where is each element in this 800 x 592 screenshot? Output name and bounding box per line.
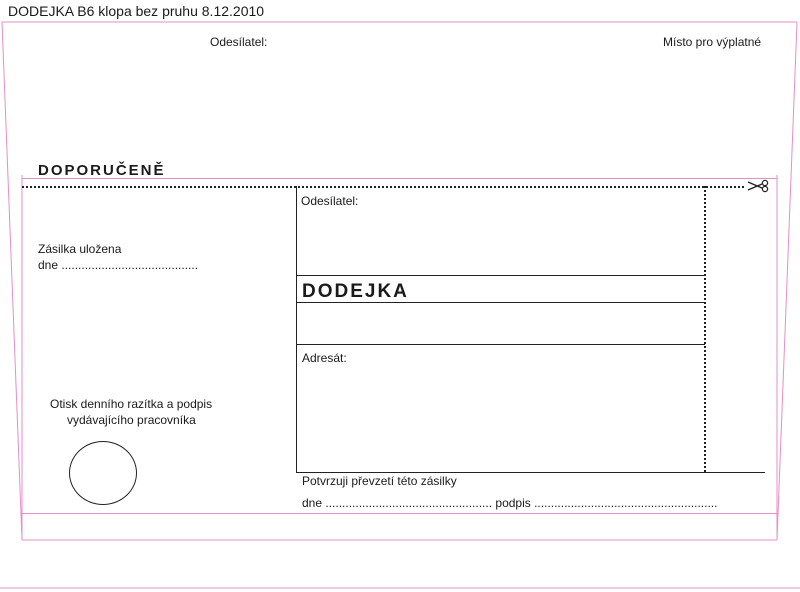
registered-mark: DOPORUČENĚ bbox=[38, 162, 166, 179]
stamp-circle bbox=[69, 441, 137, 505]
document-title: DODEJKA B6 klopa bez pruhu 8.12.2010 bbox=[8, 3, 265, 19]
flap-sender-label: Odesílatel: bbox=[210, 35, 268, 49]
flap-right-edge bbox=[777, 22, 797, 540]
card-bottom-border bbox=[296, 472, 765, 473]
stored-label: Zásilka uložena bbox=[38, 242, 122, 256]
card-sender-label: Odesílatel: bbox=[301, 194, 359, 208]
recipient-top-border bbox=[296, 344, 705, 345]
title-top-border bbox=[296, 275, 705, 276]
date-signature-line: dne .................................................. podpis ....................................................... bbox=[302, 496, 718, 510]
stamp-note-line2: vydávajícího pracovníka bbox=[67, 413, 196, 427]
fold-guide-line bbox=[22, 178, 777, 179]
perforation-line bbox=[22, 186, 744, 188]
card-left-border bbox=[296, 186, 297, 473]
scissors-icon bbox=[746, 179, 770, 193]
lower-trim-line bbox=[22, 513, 777, 514]
flap-left-edge bbox=[2, 22, 22, 540]
vertical-perforation bbox=[704, 186, 706, 472]
card-title: DODEJKA bbox=[302, 281, 409, 302]
confirm-label: Potvrzuji převzetí této zásilky bbox=[302, 474, 457, 488]
recipient-label: Adresát: bbox=[302, 351, 347, 365]
stamp-note-line1: Otisk denního razítka a podpis bbox=[50, 397, 213, 411]
postage-area-label: Místo pro výplatné bbox=[663, 35, 762, 49]
title-bottom-border bbox=[296, 302, 705, 303]
stored-date-line: dne ......................................... bbox=[38, 258, 199, 272]
